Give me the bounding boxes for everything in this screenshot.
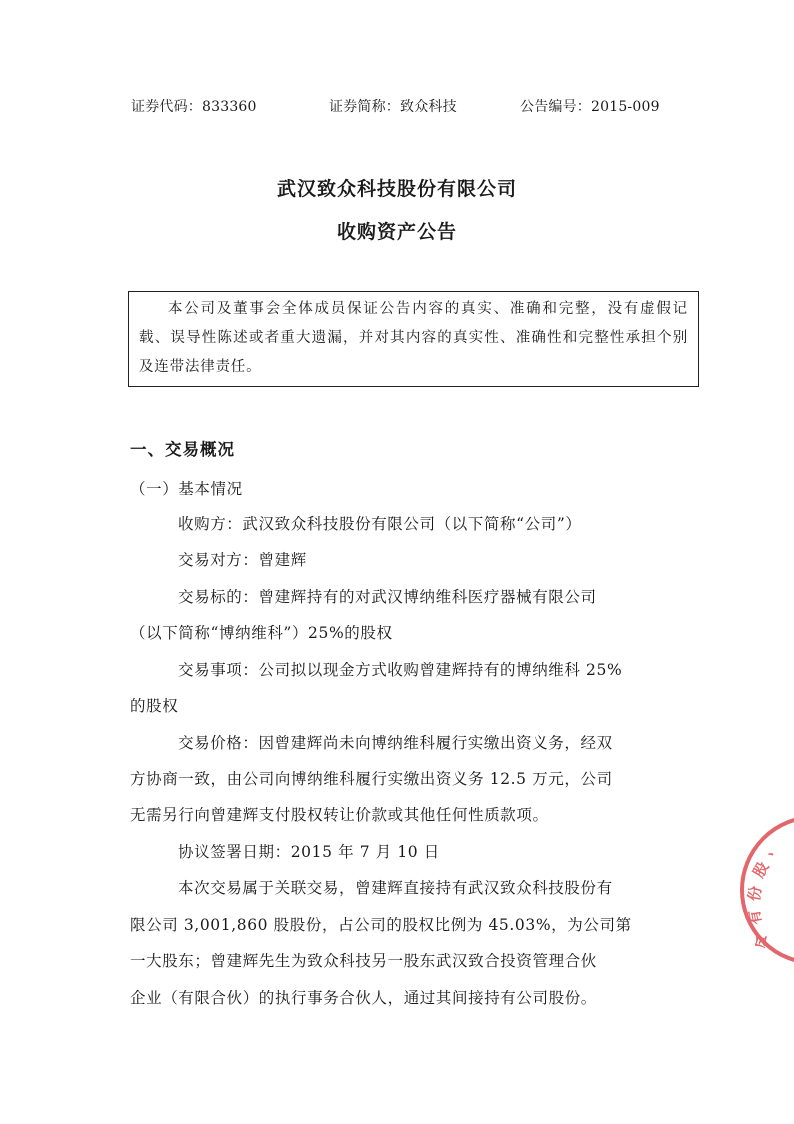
stamp-glyph: 有 <box>744 908 766 927</box>
stamp-glyph: 股 <box>749 858 773 881</box>
section-heading: 一、交易概况 <box>130 440 235 459</box>
header-security-name: 证券简称：致众科技 <box>329 99 457 115</box>
notice-box: 本公司及董事会全体成员保证公告内容的真实、准确和完整，没有虚假记载、误导性陈述或者重大遗漏，并对其内容的真实性、准确性和完整性承担个别及连带法律责任。 <box>128 291 699 387</box>
line-price-cont1: 方协商一致，由公司向博纳维科履行实缴出资义务 12.5 万元，公司 <box>130 770 613 788</box>
line-buyer: 收购方：武汉致众科技股份有限公司（以下简称“公司”） <box>178 515 582 533</box>
line-signing-date: 协议签署日期：2015 年 7 月 10 日 <box>178 843 440 861</box>
title-company: 武汉致众科技股份有限公司 <box>276 178 517 200</box>
title-document: 收购资产公告 <box>336 221 457 243</box>
header-security-code: 证券代码：833360 <box>131 99 257 115</box>
header-announcement-number: 公告编号：2015-009 <box>520 99 660 115</box>
line-related-party-cont3: 企业（有限合伙）的执行事务合伙人，通过其间接持有公司股份。 <box>130 989 597 1007</box>
line-matter-cont: 的股权 <box>130 697 179 715</box>
company-seal-stamp <box>740 815 794 965</box>
line-price: 交易价格：因曾建辉尚未向博纳维科履行实缴出资义务，经双 <box>178 734 613 752</box>
stamp-glyph: 令 <box>750 930 774 953</box>
line-related-party-cont1: 限公司 3,001,860 股股份，占公司的股权比例为 45.03%，为公司第 <box>130 916 632 934</box>
subsection-heading: （一）基本情况 <box>130 480 243 498</box>
line-related-party-cont2: 一大股东；曾建辉先生为致众科技另一股东武汉致合投资管理合伙 <box>130 952 597 970</box>
line-target-cont: （以下简称“博纳维科”）25%的股权 <box>130 624 393 642</box>
line-price-cont2: 无需另行向曾建辉支付股权转让价款或其他任何性质款项。 <box>130 806 549 824</box>
stamp-glyph: 、 <box>760 836 784 860</box>
line-counterparty: 交易对方：曾建辉 <box>178 551 307 569</box>
line-matter: 交易事项：公司拟以现金方式收购曾建辉持有的博纳维科 25% <box>178 661 623 679</box>
line-target: 交易标的：曾建辉持有的对武汉博纳维科医疗器械有限公司 <box>178 588 597 606</box>
line-related-party: 本次交易属于关联交易，曾建辉直接持有武汉致众科技股份有 <box>178 879 613 897</box>
stamp-glyph: 份 <box>744 884 766 903</box>
